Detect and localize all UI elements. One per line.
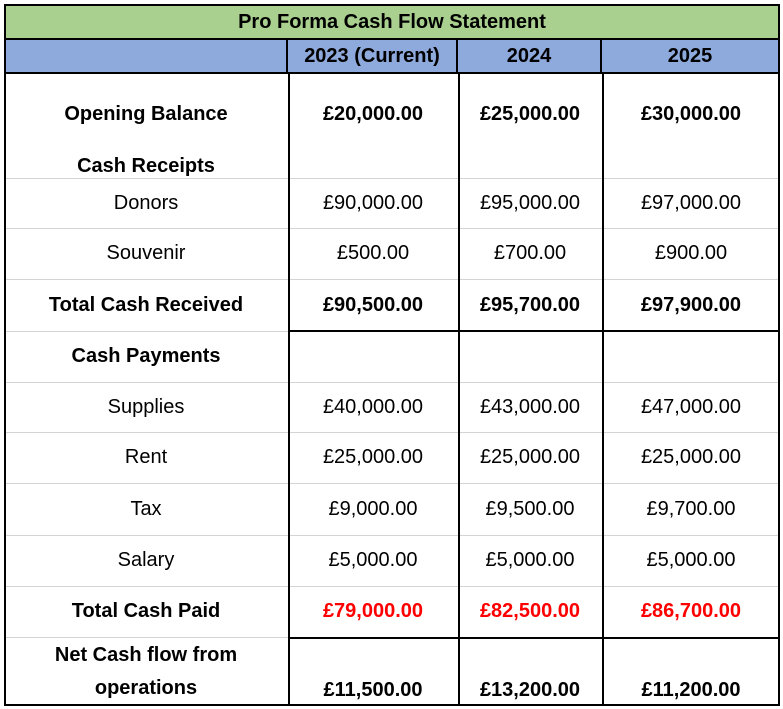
- gridline: [4, 279, 780, 280]
- cell-cash-receipts-2025: [602, 154, 780, 178]
- row-label-tax: Tax: [130, 497, 162, 520]
- column-border: [602, 74, 604, 706]
- cell-cash-payments-2023: [288, 331, 458, 382]
- row-label-total-cash-paid: Total Cash Paid: [71, 600, 221, 622]
- cell-cash-payments-2025: [602, 331, 780, 382]
- row-label-opening-balance: Opening Balance: [64, 102, 228, 125]
- cell-total-cash-paid-2025: £86,700.00: [640, 600, 742, 622]
- gridline: [4, 535, 780, 536]
- header-cell-2023: 2023 (Current): [288, 40, 458, 74]
- gridline: [4, 586, 780, 587]
- row-label-line: Net Cash flow from: [54, 643, 238, 666]
- cell-donors-2023: £90,000.00: [322, 191, 424, 214]
- gridline: [4, 178, 780, 179]
- total-underline: [288, 637, 780, 639]
- cell-cash-receipts-2024: [458, 154, 602, 178]
- cell-supplies-2023: £40,000.00: [322, 395, 424, 418]
- cell-total-cash-received-2023: £90,500.00: [322, 293, 424, 316]
- cell-total-cash-received-2024: £95,700.00: [479, 293, 581, 316]
- cell-supplies-2024: £43,000.00: [479, 395, 581, 418]
- cell-cash-payments-2024: [458, 331, 602, 382]
- row-label-souvenir: Souvenir: [106, 242, 186, 264]
- row-label-cash-receipts: Cash Receipts: [77, 154, 215, 177]
- cell-net-cash-flow-2023: £11,500.00: [323, 679, 423, 701]
- row-label-supplies: Supplies: [107, 395, 185, 418]
- cell-total-cash-received-2025: £97,900.00: [640, 293, 742, 316]
- cell-supplies-2025: £47,000.00: [640, 395, 742, 418]
- row-label-total-cash-received: Total Cash Received: [48, 293, 244, 316]
- column-border: [288, 74, 290, 706]
- cell-rent-2025: £25,000.00: [640, 446, 742, 468]
- cell-donors-2024: £95,000.00: [479, 191, 581, 214]
- cell-salary-2025: £5,000.00: [646, 549, 736, 571]
- cell-net-cash-flow-2025: £11,200.00: [641, 679, 741, 701]
- cell-salary-2024: £5,000.00: [485, 549, 575, 571]
- cell-donors-2025: £97,000.00: [640, 191, 742, 214]
- row-label-cash-payments: Cash Payments: [71, 345, 221, 367]
- gridline: [4, 483, 780, 484]
- column-border: [458, 74, 460, 706]
- cell-rent-2024: £25,000.00: [479, 446, 581, 468]
- cell-souvenir-2025: £900.00: [654, 242, 728, 264]
- cell-total-cash-paid-2024: £82,500.00: [479, 600, 581, 622]
- row-label-net-cash-flow: [4, 637, 288, 706]
- header-cell-2024: 2024: [458, 40, 602, 74]
- gridline: [4, 382, 780, 383]
- cell-salary-2023: £5,000.00: [328, 549, 418, 571]
- cell-opening-balance-2025: £30,000.00: [640, 102, 742, 125]
- cell-opening-balance-2023: £20,000.00: [322, 102, 424, 125]
- row-label-donors: Donors: [113, 191, 179, 214]
- cell-total-cash-paid-2023: £79,000.00: [322, 600, 424, 622]
- sheet-title: Pro Forma Cash Flow Statement: [4, 4, 780, 40]
- cell-rent-2023: £25,000.00: [322, 446, 424, 468]
- total-underline: [288, 330, 780, 332]
- cell-tax-2023: £9,000.00: [328, 497, 418, 520]
- gridline: [4, 228, 780, 229]
- cell-opening-balance-2024: £25,000.00: [479, 102, 581, 125]
- gridline: [4, 432, 780, 433]
- cell-souvenir-2024: £700.00: [493, 242, 567, 264]
- cell-net-cash-flow-2024: £13,200.00: [479, 679, 581, 701]
- table-bottom-border: [4, 704, 780, 706]
- row-label-rent: Rent: [124, 446, 168, 468]
- header-cell-2025: 2025: [602, 40, 780, 74]
- column-border: [778, 74, 780, 706]
- column-border: [4, 74, 6, 706]
- cell-souvenir-2023: £500.00: [336, 242, 410, 264]
- cash-flow-sheet: [4, 4, 780, 706]
- cell-cash-receipts-2023: [288, 154, 458, 178]
- row-label-line: operations: [94, 676, 198, 699]
- row-label-salary: Salary: [117, 549, 175, 571]
- cell-tax-2025: £9,700.00: [646, 497, 736, 520]
- header-cell-blank: [4, 40, 288, 74]
- cell-tax-2024: £9,500.00: [485, 497, 575, 520]
